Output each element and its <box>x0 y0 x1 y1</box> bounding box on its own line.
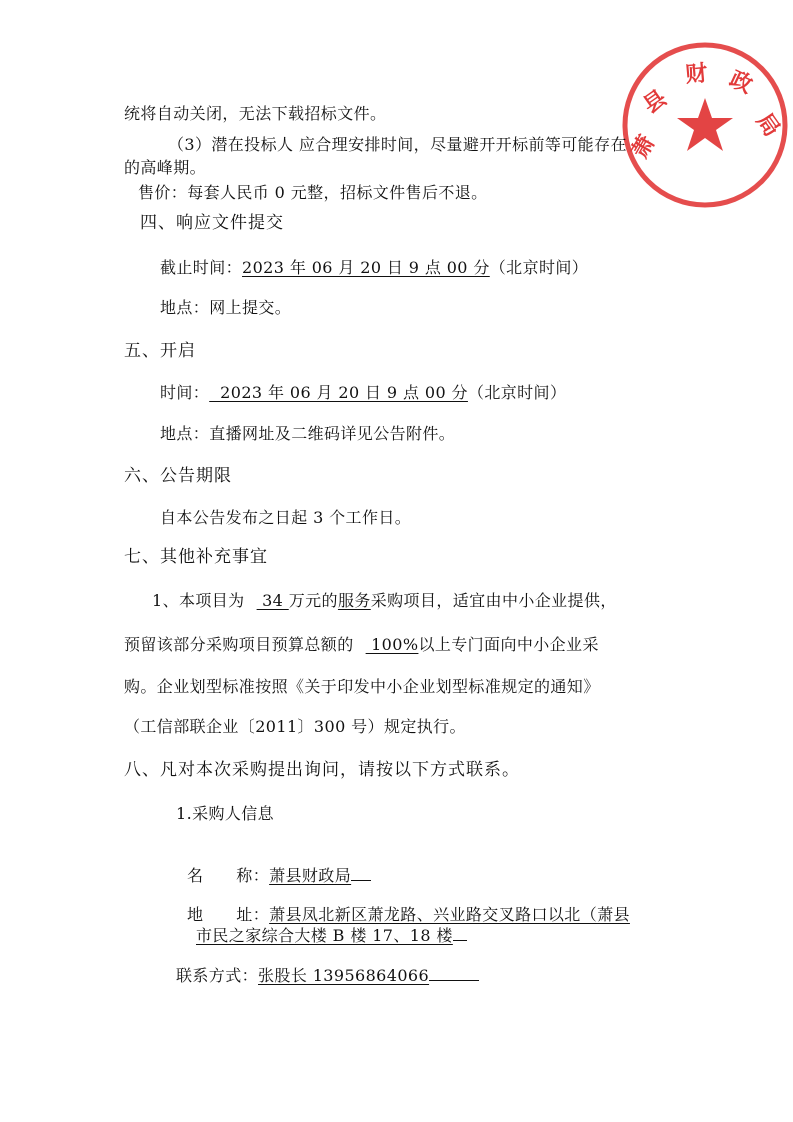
reserve-text-2: 以上专门面向中小企业采 <box>418 635 599 654</box>
open-time-label: 时间： <box>160 383 210 402</box>
supplement-line-3: 购。企业划型标准按照《关于印发中小企业划型标准规定的通知》 <box>124 677 600 696</box>
text-line-2: （3）潜在投标人 应合理安排时间，尽量避开开标前等可能存在 <box>168 135 627 154</box>
purchaser-name-value: 萧县财政局 <box>269 866 352 885</box>
open-time-value: 2023 年 06 月 20 日 9 点 00 分 <box>209 383 468 402</box>
seal-char-1: 萧 <box>627 131 661 163</box>
section-7-heading: 七、其他补充事宜 <box>124 547 268 567</box>
seal-char-3: 财 <box>684 61 709 88</box>
project-intro: 1、本项目为 <box>152 591 245 610</box>
supplement-line-1 <box>152 591 617 611</box>
purchaser-name-label: 名 称： <box>186 866 270 885</box>
section-5-heading: 五、开启 <box>124 341 196 361</box>
seal-char-2: 县 <box>639 85 672 119</box>
official-seal <box>620 40 790 210</box>
seal-star-icon <box>677 98 733 151</box>
purchaser-address-value-2: 市民之家综合大楼 B 楼 17、18 楼 <box>196 926 453 945</box>
deadline-label: 截止时间： <box>160 258 243 277</box>
purchaser-contact-label: 联系方式： <box>176 966 259 985</box>
seal-char-5: 局 <box>751 109 785 142</box>
reserve-percent: 100% <box>365 635 419 654</box>
supplement-line-4: （工信部联企业〔2011〕300 号）规定执行。 <box>124 717 466 736</box>
section-8-heading: 八、凡对本次采购提出询问，请按以下方式联系。 <box>124 760 520 780</box>
project-amount: 34 <box>256 591 289 610</box>
open-time-line <box>160 383 566 403</box>
section-4-heading: 四、响应文件提交 <box>140 213 284 233</box>
purchaser-info-heading: 1.采购人信息 <box>176 804 275 823</box>
open-place: 地点：直播网址及二维码详见公告附件。 <box>160 424 456 443</box>
text-line-1: 统将自动关闭，无法下载招标文件。 <box>124 104 387 123</box>
purchaser-contact-value: 张股长 13956864066 <box>258 966 430 985</box>
deadline-suffix: （北京时间） <box>489 258 589 277</box>
project-amount-unit: 万元的 <box>288 591 338 610</box>
purchaser-contact-line <box>176 964 479 986</box>
submit-place: 地点：网上提交。 <box>160 298 292 317</box>
purchaser-address-line <box>176 885 630 925</box>
notice-period-text: 自本公告发布之日起 3 个工作日。 <box>160 508 412 527</box>
text-line-3: 的高峰期。 <box>124 158 207 177</box>
seal-char-4: 政 <box>725 66 756 99</box>
purchaser-address-label: 地 址： <box>186 905 270 924</box>
open-time-suffix: （北京时间） <box>467 383 567 402</box>
project-type: 服务 <box>337 591 371 610</box>
supplement-line-2 <box>124 635 599 655</box>
reserve-text: 预留该部分采购项目预算总额的 <box>124 635 354 654</box>
deadline-line <box>160 258 588 278</box>
deadline-value: 2023 年 06 月 20 日 9 点 00 分 <box>242 258 490 277</box>
section-6-heading: 六、公告期限 <box>124 466 232 486</box>
purchaser-name-line <box>176 844 371 886</box>
purchaser-address-value-1: 萧县凤北新区萧龙路、兴业路交叉路口以北（萧县 <box>269 905 630 924</box>
purchaser-address-line-2 <box>196 924 467 946</box>
project-desc: 采购项目，适宜由中小企业提供， <box>370 591 617 610</box>
price-text: 售价：每套人民币 0 元整，招标文件售后不退。 <box>138 183 488 202</box>
